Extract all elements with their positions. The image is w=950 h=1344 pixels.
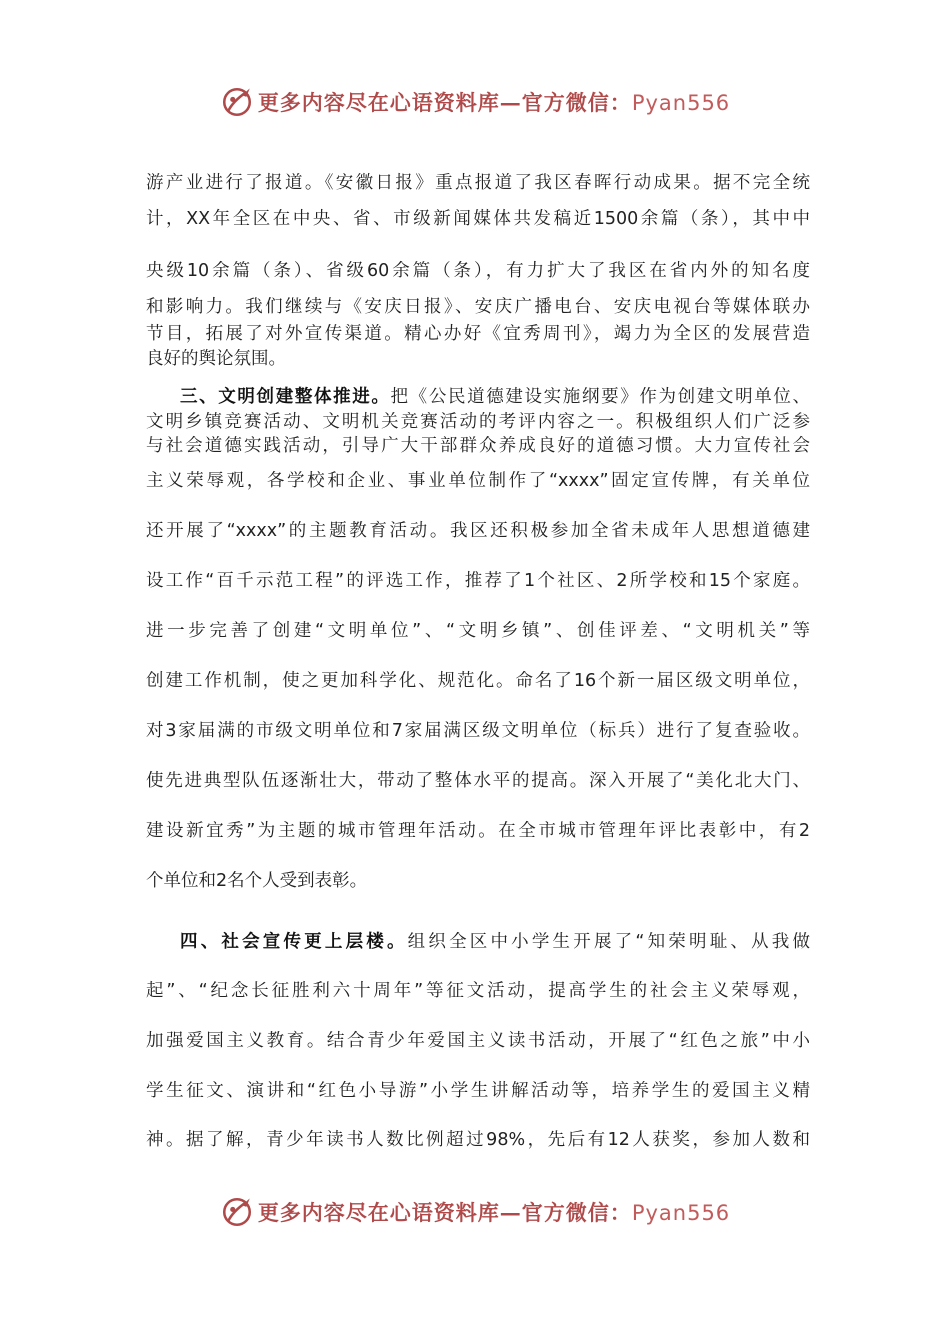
logo-icon	[220, 1195, 254, 1229]
text-line: 加强爱国主义教育。结合青少年爱国主义读书活动，开展了“红色之旅”中小	[146, 1031, 810, 1051]
wechat-id: Pyan556	[631, 91, 731, 115]
text-line: 创建工作机制，使之更加科学化、规范化。命名了16个新一届区级文明单位，	[146, 671, 810, 691]
section-4-heading: 四、社会宣传更上层楼。	[180, 932, 408, 952]
text-line: 设工作“百千示范工程”的评选工作，推荐了1个社区、2所学校和15个家庭。	[146, 571, 810, 591]
section-4-first-line: 四、社会宣传更上层楼。组织全区中小学生开展了“知荣明耻、从我做	[180, 932, 810, 952]
text-line: 进一步完善了创建“文明单位”、“文明乡镇”、创佳评差、“文明机关”等	[146, 621, 810, 641]
text-line: 起”、“纪念长征胜利六十周年”等征文活动，提高学生的社会主义荣辱观，	[146, 981, 810, 1001]
text-line: 央级10余篇（条）、省级60余篇（条），有力扩大了我区在省内外的知名度	[146, 261, 810, 281]
header-banner	[0, 82, 950, 122]
text-line: 个单位和2名个人受到表彰。	[146, 871, 368, 891]
wechat-id: Pyan556	[631, 1201, 731, 1225]
text-line: 主义荣辱观，各学校和企业、事业单位制作了“xxxx”固定宣传牌，有关单位	[146, 471, 810, 491]
text-line: 对3家届满的市级文明单位和7家届满区级文明单位（标兵）进行了复查验收。	[146, 721, 810, 741]
text-line: 计，XX年全区在中央、省、市级新闻媒体共发稿近1500余篇（条），其中中	[146, 209, 810, 229]
text-line: 与社会道德实践活动，引导广大干部群众养成良好的道德习惯。大力宣传社会	[146, 436, 810, 456]
section-3-heading: 三、文明创建整体推进。	[180, 387, 391, 407]
banner-text: 更多内容尽在心语资料库—官方微信：Pyan556	[257, 1200, 731, 1225]
text-line: 文明乡镇竞赛活动、文明机关竞赛活动的考评内容之一。积极组织人们广泛参	[146, 412, 810, 432]
logo-icon	[220, 85, 254, 119]
text-line: 学生征文、演讲和“红色小导游”小学生讲解活动等，培养学生的爱国主义精	[146, 1081, 810, 1101]
banner-text: 更多内容尽在心语资料库—官方微信：Pyan556	[257, 90, 731, 115]
text-line: 游产业进行了报道。《安徽日报》重点报道了我区春晖行动成果。据不完全统	[146, 173, 810, 193]
text-line: 神。据了解，青少年读书人数比例超过98%，先后有12人获奖，参加人数和	[146, 1130, 810, 1150]
text-line: 建设新宜秀”为主题的城市管理年活动。在全市城市管理年评比表彰中，有2	[146, 821, 810, 841]
text-line: 节目，拓展了对外宣传渠道。精心办好《宜秀周刊》，竭力为全区的发展营造	[146, 324, 810, 344]
section-3-first-line: 三、文明创建整体推进。把《公民道德建设实施纲要》作为创建文明单位、	[180, 387, 810, 407]
text-line: 还开展了“xxxx”的主题教育活动。我区还积极参加全省未成年人思想道德建	[146, 521, 810, 541]
text-line: 良好的舆论氛围。	[146, 349, 286, 369]
footer-banner	[0, 1192, 950, 1232]
text-line: 和影响力。我们继续与《安庆日报》、安庆广播电台、安庆电视台等媒体联办	[146, 297, 810, 317]
text-line: 使先进典型队伍逐渐壮大，带动了整体水平的提高。深入开展了“美化北大门、	[146, 771, 810, 791]
